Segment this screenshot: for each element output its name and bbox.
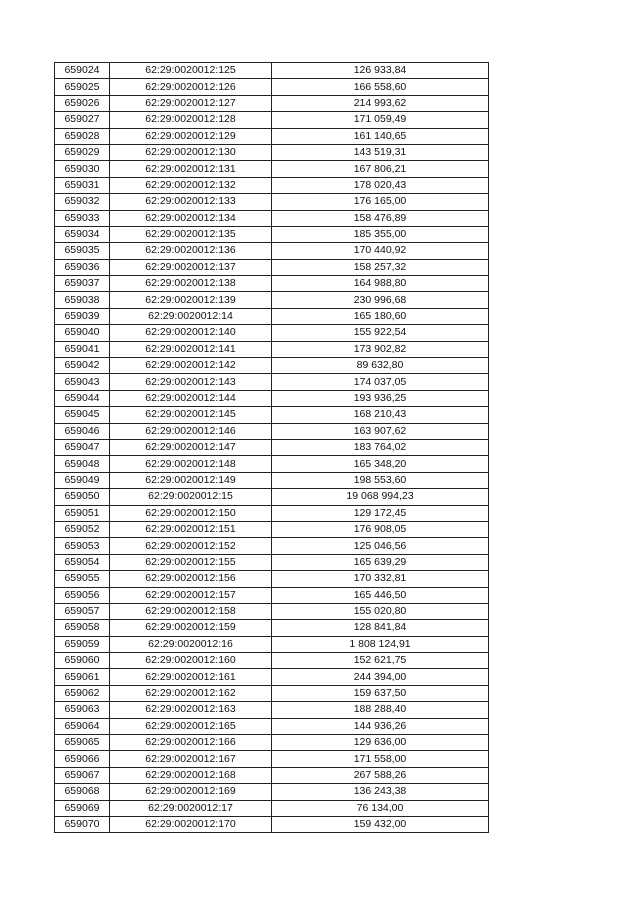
row-number-cell: 659024 (55, 63, 110, 79)
value-cell: 125 046,56 (272, 538, 489, 554)
cadastral-number-cell: 62:29:0020012:166 (110, 735, 272, 751)
cadastral-number-cell: 62:29:0020012:168 (110, 767, 272, 783)
row-number-cell: 659061 (55, 669, 110, 685)
cadastral-number-cell: 62:29:0020012:170 (110, 816, 272, 832)
row-number-cell: 659032 (55, 194, 110, 210)
row-number-cell: 659049 (55, 472, 110, 488)
value-cell: 193 936,25 (272, 390, 489, 406)
row-number-cell: 659034 (55, 226, 110, 242)
cadastral-number-cell: 62:29:0020012:131 (110, 161, 272, 177)
table-row (55, 653, 489, 669)
cadastral-number-cell: 62:29:0020012:14 (110, 308, 272, 324)
value-cell: 158 257,32 (272, 259, 489, 275)
row-number-cell: 659030 (55, 161, 110, 177)
row-number-cell: 659026 (55, 95, 110, 111)
table-row (55, 587, 489, 603)
value-cell: 168 210,43 (272, 407, 489, 423)
table-row (55, 128, 489, 144)
row-number-cell: 659036 (55, 259, 110, 275)
value-cell: 165 348,20 (272, 456, 489, 472)
cadastral-number-cell: 62:29:0020012:130 (110, 144, 272, 160)
value-cell: 143 519,31 (272, 144, 489, 160)
row-number-cell: 659056 (55, 587, 110, 603)
row-number-cell: 659060 (55, 653, 110, 669)
row-number-cell: 659052 (55, 521, 110, 537)
table-row (55, 636, 489, 652)
table-row (55, 112, 489, 128)
cadastral-number-cell: 62:29:0020012:126 (110, 79, 272, 95)
table-row (55, 79, 489, 95)
table-body (55, 63, 489, 833)
cadastral-number-cell: 62:29:0020012:152 (110, 538, 272, 554)
table-row (55, 194, 489, 210)
row-number-cell: 659055 (55, 571, 110, 587)
row-number-cell: 659069 (55, 800, 110, 816)
table-row (55, 472, 489, 488)
table-row (55, 276, 489, 292)
value-cell: 176 908,05 (272, 521, 489, 537)
cadastral-number-cell: 62:29:0020012:167 (110, 751, 272, 767)
value-cell: 164 988,80 (272, 276, 489, 292)
row-number-cell: 659062 (55, 685, 110, 701)
value-cell: 171 558,00 (272, 751, 489, 767)
row-number-cell: 659050 (55, 489, 110, 505)
cadastral-number-cell: 62:29:0020012:129 (110, 128, 272, 144)
table-row (55, 800, 489, 816)
cadastral-number-cell: 62:29:0020012:156 (110, 571, 272, 587)
table-row (55, 390, 489, 406)
value-cell: 188 288,40 (272, 702, 489, 718)
row-number-cell: 659065 (55, 735, 110, 751)
row-number-cell: 659054 (55, 554, 110, 570)
row-number-cell: 659064 (55, 718, 110, 734)
value-cell: 155 020,80 (272, 603, 489, 619)
cadastral-number-cell: 62:29:0020012:162 (110, 685, 272, 701)
row-number-cell: 659057 (55, 603, 110, 619)
table-row (55, 751, 489, 767)
table-row (55, 243, 489, 259)
cadastral-number-cell: 62:29:0020012:146 (110, 423, 272, 439)
table-row (55, 259, 489, 275)
table-row (55, 292, 489, 308)
cadastral-number-cell: 62:29:0020012:16 (110, 636, 272, 652)
table-row (55, 456, 489, 472)
table-row (55, 735, 489, 751)
table-row (55, 816, 489, 832)
table-row (55, 685, 489, 701)
value-cell: 171 059,49 (272, 112, 489, 128)
row-number-cell: 659042 (55, 358, 110, 374)
row-number-cell: 659033 (55, 210, 110, 226)
table-row (55, 358, 489, 374)
cadastral-number-cell: 62:29:0020012:161 (110, 669, 272, 685)
data-table (54, 62, 489, 833)
table-row (55, 423, 489, 439)
cadastral-number-cell: 62:29:0020012:150 (110, 505, 272, 521)
cadastral-number-cell: 62:29:0020012:165 (110, 718, 272, 734)
table-row (55, 489, 489, 505)
cadastral-number-cell: 62:29:0020012:138 (110, 276, 272, 292)
row-number-cell: 659027 (55, 112, 110, 128)
cadastral-number-cell: 62:29:0020012:144 (110, 390, 272, 406)
value-cell: 174 037,05 (272, 374, 489, 390)
row-number-cell: 659058 (55, 620, 110, 636)
row-number-cell: 659047 (55, 439, 110, 455)
value-cell: 163 907,62 (272, 423, 489, 439)
row-number-cell: 659048 (55, 456, 110, 472)
row-number-cell: 659037 (55, 276, 110, 292)
row-number-cell: 659044 (55, 390, 110, 406)
cadastral-number-cell: 62:29:0020012:127 (110, 95, 272, 111)
cadastral-number-cell: 62:29:0020012:17 (110, 800, 272, 816)
table-row (55, 210, 489, 226)
cadastral-number-cell: 62:29:0020012:157 (110, 587, 272, 603)
value-cell: 165 446,50 (272, 587, 489, 603)
table-row (55, 439, 489, 455)
row-number-cell: 659063 (55, 702, 110, 718)
table-row (55, 407, 489, 423)
cadastral-number-cell: 62:29:0020012:159 (110, 620, 272, 636)
value-cell: 159 637,50 (272, 685, 489, 701)
cadastral-number-cell: 62:29:0020012:128 (110, 112, 272, 128)
cadastral-number-cell: 62:29:0020012:148 (110, 456, 272, 472)
cadastral-number-cell: 62:29:0020012:160 (110, 653, 272, 669)
row-number-cell: 659066 (55, 751, 110, 767)
value-cell: 76 134,00 (272, 800, 489, 816)
value-cell: 230 996,68 (272, 292, 489, 308)
table-row (55, 226, 489, 242)
row-number-cell: 659028 (55, 128, 110, 144)
table-row (55, 603, 489, 619)
row-number-cell: 659053 (55, 538, 110, 554)
row-number-cell: 659043 (55, 374, 110, 390)
cadastral-number-cell: 62:29:0020012:15 (110, 489, 272, 505)
row-number-cell: 659051 (55, 505, 110, 521)
value-cell: 183 764,02 (272, 439, 489, 455)
value-cell: 170 332,81 (272, 571, 489, 587)
value-cell: 214 993,62 (272, 95, 489, 111)
table-row (55, 325, 489, 341)
table-row (55, 63, 489, 79)
table-row (55, 308, 489, 324)
cadastral-number-cell: 62:29:0020012:133 (110, 194, 272, 210)
value-cell: 173 902,82 (272, 341, 489, 357)
row-number-cell: 659041 (55, 341, 110, 357)
row-number-cell: 659046 (55, 423, 110, 439)
table-row (55, 144, 489, 160)
value-cell: 89 632,80 (272, 358, 489, 374)
cadastral-number-cell: 62:29:0020012:149 (110, 472, 272, 488)
cadastral-number-cell: 62:29:0020012:163 (110, 702, 272, 718)
value-cell: 170 440,92 (272, 243, 489, 259)
value-cell: 158 476,89 (272, 210, 489, 226)
table-row (55, 95, 489, 111)
cadastral-number-cell: 62:29:0020012:140 (110, 325, 272, 341)
value-cell: 126 933,84 (272, 63, 489, 79)
value-cell: 178 020,43 (272, 177, 489, 193)
cadastral-number-cell: 62:29:0020012:135 (110, 226, 272, 242)
row-number-cell: 659067 (55, 767, 110, 783)
cadastral-number-cell: 62:29:0020012:155 (110, 554, 272, 570)
value-cell: 166 558,60 (272, 79, 489, 95)
table-row (55, 620, 489, 636)
cadastral-number-cell: 62:29:0020012:151 (110, 521, 272, 537)
cadastral-number-cell: 62:29:0020012:137 (110, 259, 272, 275)
value-cell: 155 922,54 (272, 325, 489, 341)
value-cell: 198 553,60 (272, 472, 489, 488)
value-cell: 129 636,00 (272, 735, 489, 751)
value-cell: 176 165,00 (272, 194, 489, 210)
row-number-cell: 659070 (55, 816, 110, 832)
value-cell: 159 432,00 (272, 816, 489, 832)
value-cell: 167 806,21 (272, 161, 489, 177)
table-row (55, 767, 489, 783)
table-row (55, 521, 489, 537)
row-number-cell: 659031 (55, 177, 110, 193)
table-row (55, 784, 489, 800)
table-row (55, 538, 489, 554)
cadastral-number-cell: 62:29:0020012:141 (110, 341, 272, 357)
table-row (55, 161, 489, 177)
cadastral-number-cell: 62:29:0020012:125 (110, 63, 272, 79)
row-number-cell: 659045 (55, 407, 110, 423)
cadastral-number-cell: 62:29:0020012:139 (110, 292, 272, 308)
value-cell: 129 172,45 (272, 505, 489, 521)
row-number-cell: 659025 (55, 79, 110, 95)
table-row (55, 341, 489, 357)
cadastral-number-cell: 62:29:0020012:136 (110, 243, 272, 259)
value-cell: 19 068 994,23 (272, 489, 489, 505)
value-cell: 161 140,65 (272, 128, 489, 144)
cadastral-number-cell: 62:29:0020012:142 (110, 358, 272, 374)
cadastral-number-cell: 62:29:0020012:143 (110, 374, 272, 390)
value-cell: 244 394,00 (272, 669, 489, 685)
row-number-cell: 659029 (55, 144, 110, 160)
value-cell: 1 808 124,91 (272, 636, 489, 652)
cadastral-number-cell: 62:29:0020012:158 (110, 603, 272, 619)
value-cell: 185 355,00 (272, 226, 489, 242)
table-row (55, 702, 489, 718)
value-cell: 165 180,60 (272, 308, 489, 324)
cadastral-number-cell: 62:29:0020012:132 (110, 177, 272, 193)
row-number-cell: 659040 (55, 325, 110, 341)
cadastral-number-cell: 62:29:0020012:145 (110, 407, 272, 423)
row-number-cell: 659035 (55, 243, 110, 259)
table-row (55, 505, 489, 521)
value-cell: 136 243,38 (272, 784, 489, 800)
value-cell: 128 841,84 (272, 620, 489, 636)
table-row (55, 374, 489, 390)
cadastral-number-cell: 62:29:0020012:134 (110, 210, 272, 226)
value-cell: 144 936,26 (272, 718, 489, 734)
row-number-cell: 659059 (55, 636, 110, 652)
row-number-cell: 659038 (55, 292, 110, 308)
row-number-cell: 659039 (55, 308, 110, 324)
value-cell: 267 588,26 (272, 767, 489, 783)
value-cell: 152 621,75 (272, 653, 489, 669)
cadastral-number-cell: 62:29:0020012:169 (110, 784, 272, 800)
cadastral-number-cell: 62:29:0020012:147 (110, 439, 272, 455)
table-row (55, 554, 489, 570)
table-row (55, 718, 489, 734)
table-row (55, 571, 489, 587)
table-row (55, 669, 489, 685)
table-row (55, 177, 489, 193)
value-cell: 165 639,29 (272, 554, 489, 570)
row-number-cell: 659068 (55, 784, 110, 800)
